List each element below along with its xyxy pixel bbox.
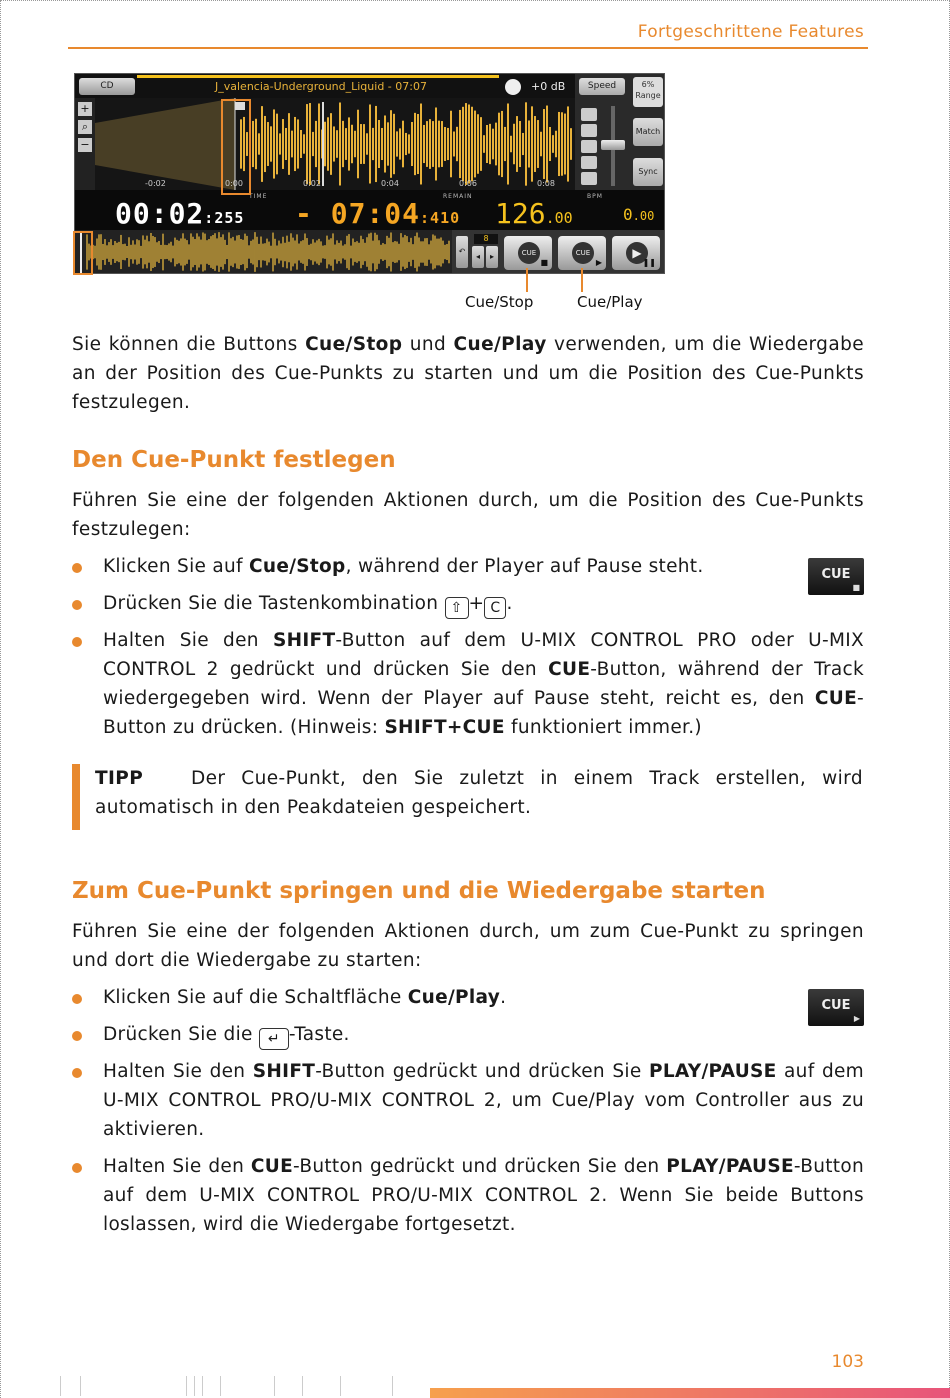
overview-waveform-graphic bbox=[75, 230, 452, 274]
pitch-down-arrow-icon[interactable] bbox=[581, 172, 597, 185]
track-title: J_valencia-Underground_Liquid - 07:07 bbox=[215, 80, 427, 93]
time-display bbox=[75, 190, 665, 230]
tip-box bbox=[95, 764, 863, 822]
pitch-range-pct: 6% bbox=[641, 80, 655, 89]
cue-stop-callout: Cue/Stop bbox=[465, 293, 534, 311]
tick-label: 0:02 bbox=[303, 179, 321, 188]
section2-heading: Zum Cue-Punkt springen und die Wiedergabe starten bbox=[72, 878, 766, 904]
cue-play-button[interactable] bbox=[558, 236, 606, 270]
time-label: TIME bbox=[249, 193, 268, 200]
section2-lead: Führen Sie eine der folgenden Aktionen durch, um zum Cue-Punkt zu springen und dort die Wiedergabe zu starten: bbox=[72, 921, 864, 971]
bullet-dot bbox=[72, 563, 82, 573]
pitch-controls bbox=[575, 74, 665, 190]
pitch-reset-icon[interactable] bbox=[581, 140, 597, 153]
running-header: Fortgeschrittene Features bbox=[637, 22, 864, 42]
sync-button[interactable]: Sync bbox=[633, 158, 663, 186]
pitch-slider-thumb[interactable] bbox=[601, 140, 625, 150]
bullet-dot bbox=[72, 1163, 82, 1173]
section1-lead: Führen Sie eine der folgenden Aktionen durch, um die Position des Cue-Punkts festzulegen: bbox=[72, 490, 864, 540]
bullet-dot bbox=[72, 1031, 82, 1041]
gain-value: +0 dB bbox=[531, 80, 566, 93]
page-border-top bbox=[0, 0, 950, 1]
cue-stop-button[interactable] bbox=[504, 236, 552, 270]
remain-label: REMAIN bbox=[443, 193, 473, 200]
list-item-text: Halten Sie den SHIFT-Button auf dem U-MIX CONTROL PRO oder U-MIX CONTROL 2 gedrückt und drücken Sie den CUE-Button, während der Track wiedergegeben wird. Wenn der Player auf Pause steht, reicht es, den CUE-Button zu drücken. (Hinweis: SHIFT+CUE funktioniert immer.) bbox=[103, 630, 864, 738]
track-progress-bar bbox=[137, 75, 499, 78]
remaining-time: - 07:04:410 bbox=[295, 197, 461, 230]
tick-label: 0:04 bbox=[381, 179, 399, 188]
play-pause-button[interactable] bbox=[612, 236, 660, 270]
overview-cue-highlight bbox=[73, 231, 93, 275]
cue-marker-highlight bbox=[221, 99, 251, 195]
c-key: C bbox=[484, 597, 506, 619]
bullet-dot bbox=[72, 994, 82, 1004]
speed-button[interactable]: Speed bbox=[579, 78, 625, 95]
cue-play-callout-line bbox=[581, 268, 583, 292]
magnifier-icon[interactable]: ⌕ bbox=[78, 120, 92, 134]
cue-stop-icon: CUE ■ bbox=[808, 558, 864, 595]
tick-label: 0:08 bbox=[537, 179, 555, 188]
loop-back-icon[interactable]: ↶ bbox=[456, 236, 468, 268]
range-label: Range bbox=[635, 91, 661, 100]
loop-length: 8 bbox=[474, 234, 498, 244]
tick-label: 0:00 bbox=[225, 179, 243, 188]
pitch-up-arrow-icon[interactable] bbox=[581, 108, 597, 121]
zoom-in-icon[interactable]: + bbox=[78, 102, 92, 116]
list-item-text: Drücken Sie die ↵ -Taste. bbox=[103, 1020, 864, 1050]
zoom-controls bbox=[75, 98, 95, 190]
bullet-dot bbox=[72, 637, 82, 647]
loop-prev-icon[interactable]: ◂ bbox=[472, 246, 484, 268]
footer-marks bbox=[60, 1376, 430, 1396]
pitch-minus-icon[interactable] bbox=[581, 124, 597, 137]
play-triangle-icon: ▶ bbox=[595, 258, 602, 267]
tick-label: -0:02 bbox=[145, 179, 166, 188]
list-item-text: Halten Sie den SHIFT-Button gedrückt und drücken Sie PLAY/PAUSE auf dem U-MIX CONTROL PRO/U-MIX CONTROL 2, um Cue/Play vom Controller aus zu aktivieren. bbox=[103, 1061, 864, 1140]
waveform-graphic bbox=[95, 98, 575, 190]
list-item-text: Klicken Sie auf die Schaltfläche Cue/Play. bbox=[103, 987, 507, 1008]
bpm-label: BPM bbox=[587, 193, 603, 200]
header-rule bbox=[68, 47, 868, 49]
player-screenshot bbox=[74, 73, 665, 274]
track-overview[interactable] bbox=[75, 230, 452, 274]
tip-accent-bar bbox=[72, 764, 80, 830]
cue-stop-callout-line bbox=[526, 268, 528, 292]
tip-text: Der Cue-Punkt, den Sie zuletzt in einem Track erstellen, wird automatisch in den Peakdateien gespeichert. bbox=[95, 768, 863, 818]
page-border-left bbox=[0, 0, 1, 1398]
tick-label: 0:06 bbox=[459, 179, 477, 188]
pause-icon: ❚❚ bbox=[642, 258, 656, 267]
play-icon: ▶ bbox=[626, 242, 648, 264]
gain-knob-icon[interactable] bbox=[505, 79, 521, 95]
tip-label: TIPP bbox=[95, 768, 144, 789]
list-item-text: Halten Sie den CUE-Button gedrückt und drücken Sie den PLAY/PAUSE-Button auf dem U-MIX CONTROL PRO/U-MIX CONTROL 2. Wenn Sie beide Buttons loslassen, wird die Wiedergabe fortgesetzt. bbox=[103, 1156, 864, 1235]
cue-play-callout: Cue/Play bbox=[577, 293, 643, 311]
bullet-dot bbox=[72, 600, 82, 610]
bullet-dot bbox=[72, 1068, 82, 1078]
transport-controls bbox=[452, 230, 665, 274]
list-item-text: Klicken Sie auf Cue/Stop, während der Player auf Pause steht. bbox=[103, 556, 704, 577]
page-number: 103 bbox=[831, 1352, 864, 1372]
pitch-range-box[interactable] bbox=[633, 77, 663, 107]
shift-key: ⇧ bbox=[445, 597, 469, 619]
stop-square-icon: ■ bbox=[540, 258, 548, 267]
player-top-bar bbox=[75, 74, 575, 98]
cd-button[interactable]: CD bbox=[79, 78, 135, 95]
section1-heading: Den Cue-Punkt festlegen bbox=[72, 447, 396, 473]
list-item-text: Drücken Sie die Tastenkombination ⇧ + C . bbox=[103, 589, 864, 619]
cue-stop-label: CUE bbox=[518, 242, 540, 264]
match-button[interactable]: Match bbox=[633, 118, 663, 146]
bpm-value: 126.00 bbox=[495, 197, 573, 230]
pitch-plus-icon[interactable] bbox=[581, 156, 597, 169]
loop-next-icon[interactable]: ▸ bbox=[486, 246, 498, 268]
enter-key: ↵ bbox=[259, 1028, 289, 1050]
elapsed-time: 00:02:255 bbox=[115, 197, 245, 230]
intro-paragraph: Sie können die Buttons Cue/Stop und Cue/Play verwenden, um die Wiedergabe an der Position des Cue-Punkts zu starten und um die Position des Cue-Punkts festzulegen. bbox=[72, 334, 864, 413]
footer-color-bar bbox=[430, 1388, 950, 1398]
cue-play-icon: CUE ▶ bbox=[808, 989, 864, 1026]
pitch-value: 0.00 bbox=[623, 205, 655, 224]
cue-play-label: CUE bbox=[572, 242, 594, 264]
zoom-out-icon[interactable]: − bbox=[78, 138, 92, 152]
